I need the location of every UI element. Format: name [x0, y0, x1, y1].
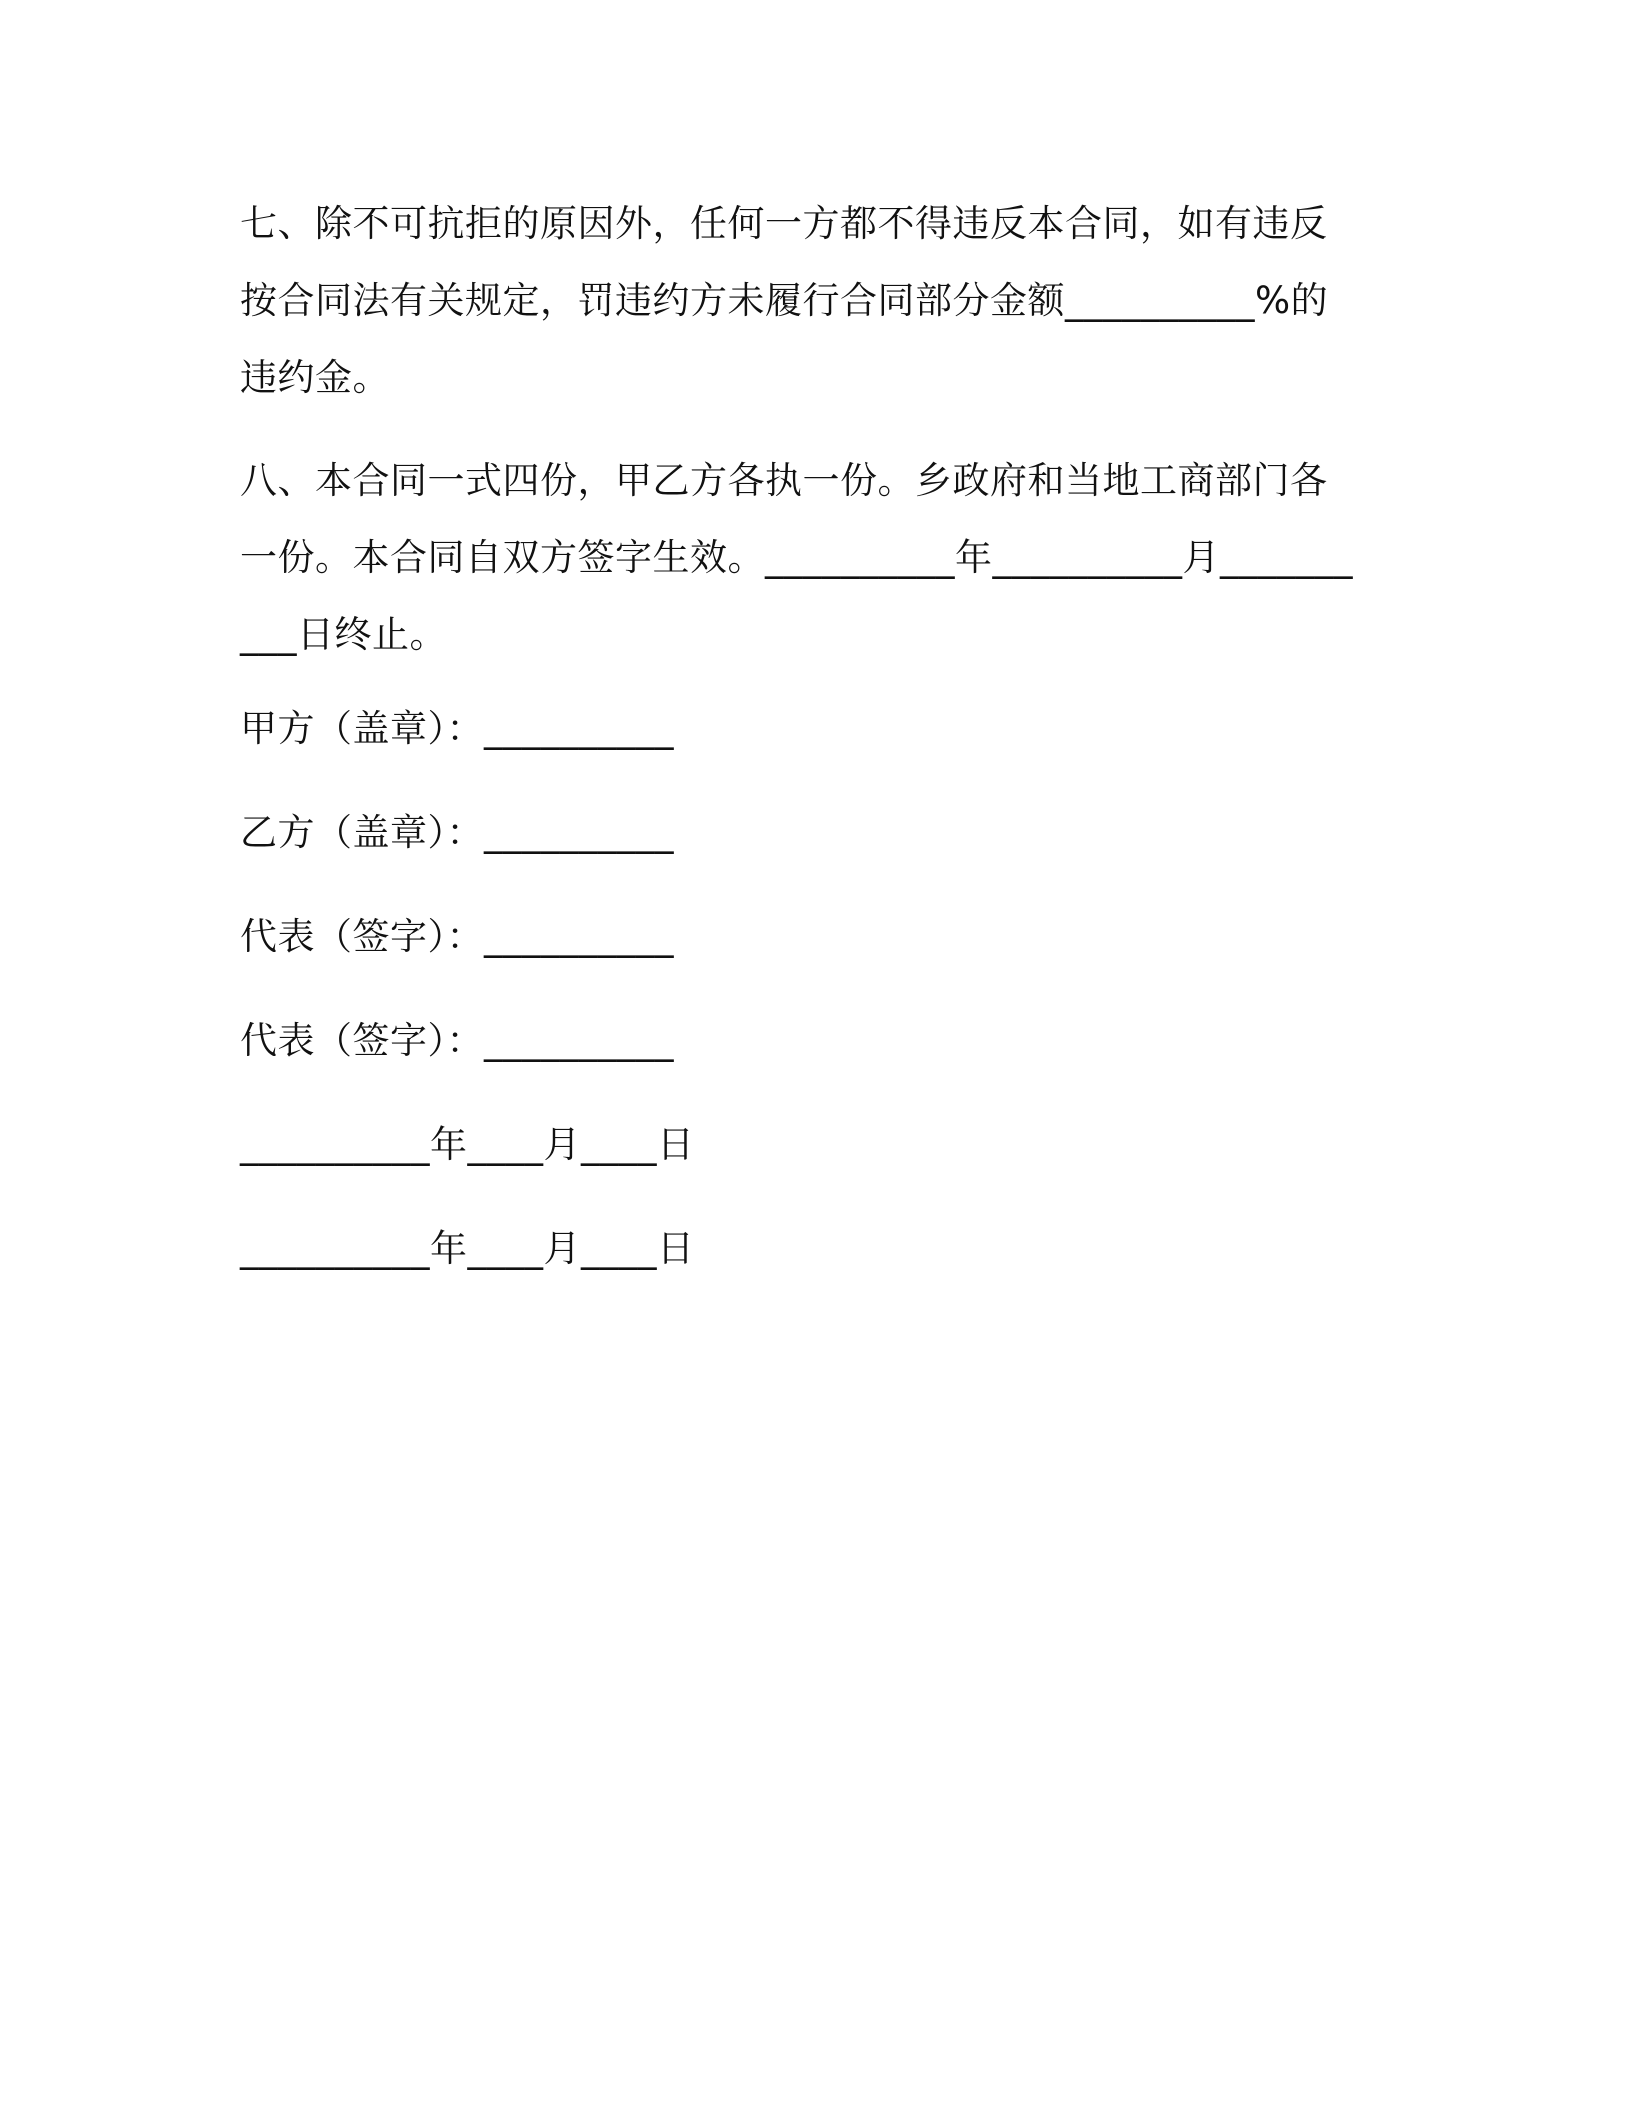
clause-eight: 八、本合同一式四份，甲乙方各执一份。乡政府和当地工商部门各一份。本合同自双方签字生效。__________年__________月__________日终止。 [240, 459, 1353, 656]
representative-signature-line-1: 代表（签字）：__________ [240, 915, 674, 958]
party-b-seal-line: 乙方（盖章）：__________ [240, 811, 674, 854]
date-line-2: __________年____月____日 [240, 1227, 695, 1270]
date-line-1: __________年____月____日 [240, 1123, 695, 1166]
document-body [240, 185, 1360, 1327]
representative-signature-line-2: 代表（签字）：__________ [240, 1019, 674, 1062]
party-a-seal-line: 甲方（盖章）：__________ [240, 707, 674, 750]
clause-seven: 七、除不可抗拒的原因外，任何一方都不得违反本合同，如有违反按合同法有关规定，罚违约方未履行合同部分金额__________%的违约金。 [240, 202, 1329, 399]
signature-block [240, 703, 1360, 1275]
